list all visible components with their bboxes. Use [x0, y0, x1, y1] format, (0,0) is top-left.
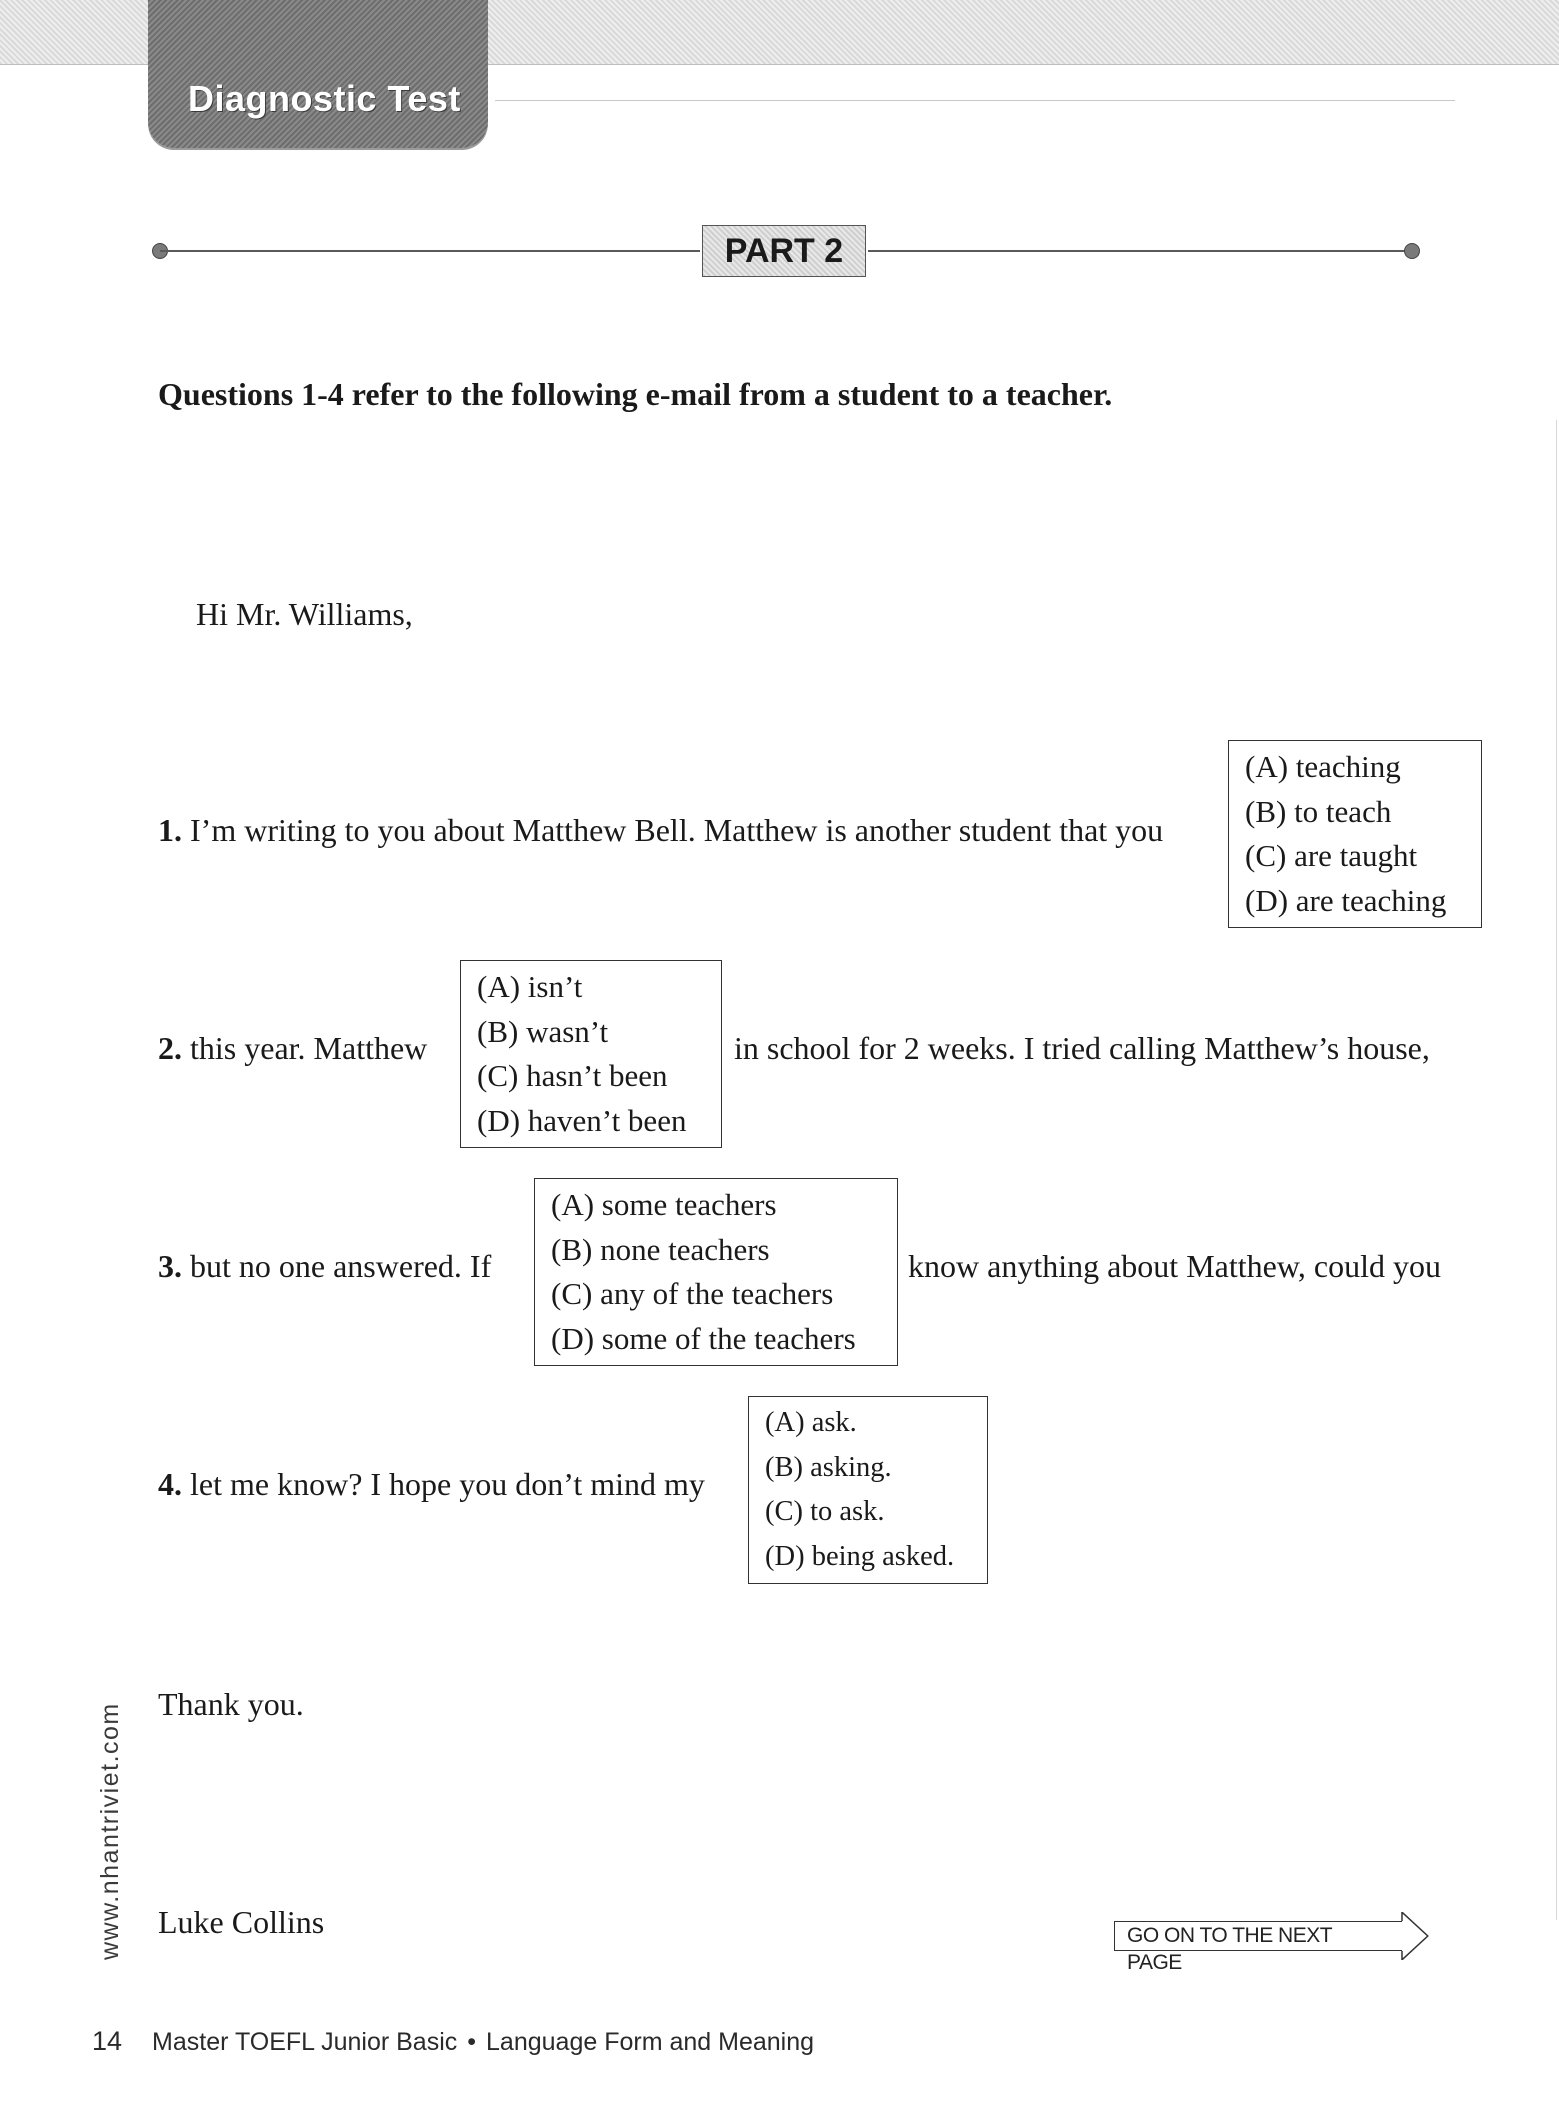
- question-3: [158, 1248, 491, 1285]
- next-page-label: GO ON TO THE NEXT PAGE: [1114, 1921, 1402, 1951]
- header-tab: [148, 0, 488, 148]
- page-title: Diagnostic Test: [188, 78, 461, 119]
- option-d[interactable]: (D) some of the teachers: [551, 1320, 856, 1356]
- question-number: 2.: [158, 1030, 182, 1066]
- option-c[interactable]: (C) any of the teachers: [551, 1276, 834, 1311]
- option-a[interactable]: (A) isn’t: [477, 969, 583, 1004]
- footer-section: Language Form and Meaning: [486, 2028, 815, 2056]
- page-footer: [92, 2026, 814, 2057]
- option-c[interactable]: (C) hasn’t been: [477, 1058, 668, 1093]
- header-rule: [495, 100, 1455, 101]
- option-c[interactable]: (C) are taught: [1245, 838, 1418, 873]
- footer-separator: •: [467, 2028, 477, 2056]
- option-d[interactable]: (D) haven’t been: [477, 1102, 687, 1138]
- page-number: 14: [92, 2026, 123, 2056]
- answer-options-3: [534, 1178, 898, 1366]
- option-b[interactable]: (B) asking.: [765, 1451, 892, 1483]
- option-d[interactable]: (D) being asked.: [765, 1540, 955, 1572]
- divider-dot-right: [1404, 243, 1420, 259]
- answer-options-1: [1228, 740, 1482, 928]
- footer-book-title: Master TOEFL Junior Basic: [152, 2028, 458, 2056]
- arrow-right-icon: [1400, 1912, 1430, 1960]
- option-b[interactable]: (B) none teachers: [551, 1231, 770, 1267]
- question-1: [158, 812, 1163, 849]
- option-b[interactable]: (B) to teach: [1245, 793, 1392, 829]
- question-number: 1.: [158, 812, 182, 848]
- question-number: 3.: [158, 1248, 182, 1284]
- page-edge-line: [1556, 420, 1557, 1920]
- option-a[interactable]: (A) teaching: [1245, 749, 1401, 784]
- part-label: PART 2: [702, 225, 866, 277]
- option-c[interactable]: (C) to ask.: [765, 1496, 885, 1527]
- question-text-before: this year. Matthew: [190, 1030, 428, 1066]
- option-d[interactable]: (D) are teaching: [1245, 882, 1447, 918]
- email-signature: Luke Collins: [158, 1904, 325, 1940]
- watermark: www.nhantriviet.com: [96, 1702, 124, 1960]
- question-text-before: let me know? I hope you don’t mind my: [190, 1466, 705, 1502]
- answer-options-4: [748, 1396, 988, 1584]
- divider-line-left: [160, 250, 700, 252]
- instructions: Questions 1-4 refer to the following e-mail from a student to a teacher.: [158, 376, 1113, 412]
- question-text-before: I’m writing to you about Matthew Bell. Matthew is another student that you: [190, 812, 1164, 848]
- question-2-text-after: in school for 2 weeks. I tried calling Matthew’s house,: [734, 1030, 1430, 1066]
- option-a[interactable]: (A) ask.: [765, 1407, 857, 1438]
- question-2: [158, 1030, 427, 1067]
- question-text-before: but no one answered. If: [190, 1248, 492, 1284]
- question-4: [158, 1466, 705, 1503]
- answer-options-2: [460, 960, 722, 1148]
- question-3-text-after: know anything about Matthew, could you: [908, 1248, 1441, 1284]
- email-greeting: Hi Mr. Williams,: [196, 596, 413, 632]
- divider-line-right: [868, 250, 1410, 252]
- option-b[interactable]: (B) wasn’t: [477, 1013, 609, 1049]
- question-number: 4.: [158, 1466, 182, 1502]
- email-closing: Thank you.: [158, 1686, 304, 1722]
- next-page-button[interactable]: [1114, 1912, 1430, 1974]
- option-a[interactable]: (A) some teachers: [551, 1187, 777, 1222]
